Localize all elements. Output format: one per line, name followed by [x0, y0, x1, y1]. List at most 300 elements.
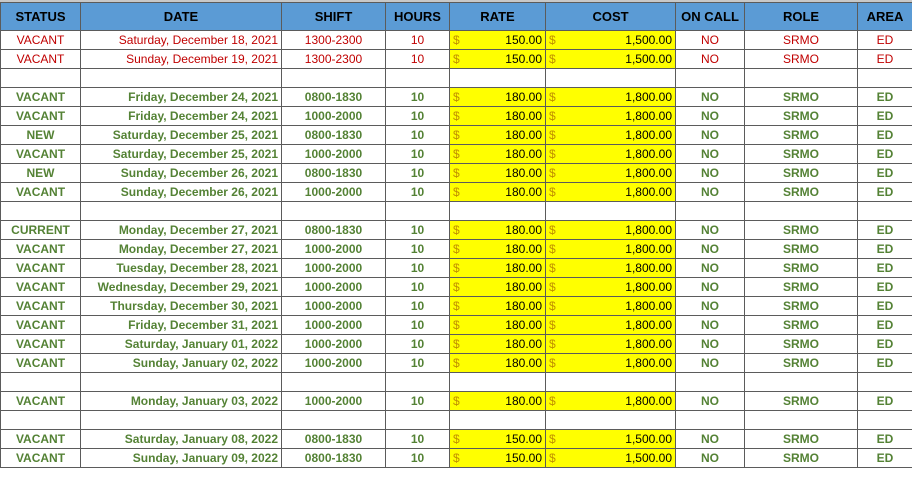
shift-cell[interactable]: 1000-2000	[282, 259, 386, 278]
currency-symbol: $	[453, 241, 460, 256]
status-cell[interactable]: VACANT	[1, 316, 81, 335]
shift-cell[interactable]: 1000-2000	[282, 354, 386, 373]
table-row	[1, 31, 912, 50]
spacer-row	[1, 373, 912, 392]
empty-cell[interactable]	[282, 411, 386, 430]
on-call-cell[interactable]: NO	[676, 88, 745, 107]
rate-cell[interactable]	[450, 259, 546, 278]
on-call-cell[interactable]: NO	[676, 164, 745, 183]
role-cell[interactable]: SRMO	[745, 278, 858, 297]
table-row	[1, 278, 912, 297]
status-cell[interactable]: VACANT	[1, 183, 81, 202]
empty-cell[interactable]	[858, 373, 912, 392]
currency-symbol: $	[453, 108, 460, 123]
date-cell[interactable]: Wednesday, December 29, 2021	[81, 278, 282, 297]
area-cell[interactable]: ED	[858, 31, 912, 50]
status-cell[interactable]: VACANT	[1, 88, 81, 107]
table-row	[1, 430, 912, 449]
table-body	[1, 31, 912, 468]
header-date[interactable]: DATE	[81, 3, 282, 31]
hours-cell[interactable]: 10	[386, 145, 450, 164]
rate-cell[interactable]	[450, 88, 546, 107]
rate-cell[interactable]	[450, 335, 546, 354]
rate-amount: 150.00	[505, 431, 542, 446]
currency-symbol: $	[453, 450, 460, 465]
empty-cell[interactable]	[546, 373, 676, 392]
rate-cell[interactable]	[450, 50, 546, 69]
role-cell[interactable]: SRMO	[745, 145, 858, 164]
date-cell[interactable]: Friday, December 24, 2021	[81, 107, 282, 126]
rate-amount: 150.00	[505, 32, 542, 47]
on-call-cell[interactable]: NO	[676, 126, 745, 145]
rate-cell[interactable]	[450, 221, 546, 240]
shift-cell[interactable]: 1000-2000	[282, 335, 386, 354]
date-cell[interactable]: Sunday, December 26, 2021	[81, 164, 282, 183]
cost-cell[interactable]	[546, 392, 676, 411]
currency-symbol: $	[453, 32, 460, 47]
table-row	[1, 316, 912, 335]
cost-cell[interactable]	[546, 145, 676, 164]
cost-amount: 1,800.00	[625, 317, 672, 332]
role-cell[interactable]: SRMO	[745, 430, 858, 449]
table-row	[1, 107, 912, 126]
hours-cell[interactable]: 10	[386, 392, 450, 411]
status-cell[interactable]: VACANT	[1, 449, 81, 468]
on-call-cell[interactable]: NO	[676, 430, 745, 449]
currency-symbol: $	[453, 89, 460, 104]
currency-symbol: $	[453, 146, 460, 161]
cost-cell[interactable]	[546, 449, 676, 468]
empty-cell[interactable]	[745, 202, 858, 221]
area-cell[interactable]: ED	[858, 183, 912, 202]
shift-cell[interactable]: 1000-2000	[282, 183, 386, 202]
shift-cell[interactable]: 0800-1830	[282, 430, 386, 449]
shift-cell[interactable]: 1000-2000	[282, 107, 386, 126]
currency-symbol: $	[453, 279, 460, 294]
date-cell[interactable]: Saturday, January 08, 2022	[81, 430, 282, 449]
rate-amount: 180.00	[505, 393, 542, 408]
date-cell[interactable]: Sunday, January 09, 2022	[81, 449, 282, 468]
empty-cell[interactable]	[386, 202, 450, 221]
rate-cell[interactable]	[450, 297, 546, 316]
currency-symbol: $	[549, 51, 556, 66]
empty-cell[interactable]	[450, 411, 546, 430]
hours-cell[interactable]: 10	[386, 259, 450, 278]
currency-symbol: $	[453, 298, 460, 313]
hours-cell[interactable]: 10	[386, 354, 450, 373]
role-cell[interactable]: SRMO	[745, 183, 858, 202]
status-cell[interactable]: NEW	[1, 164, 81, 183]
header-shift[interactable]: SHIFT	[282, 3, 386, 31]
cost-amount: 1,800.00	[625, 165, 672, 180]
hours-cell[interactable]: 10	[386, 316, 450, 335]
status-cell[interactable]: VACANT	[1, 392, 81, 411]
status-cell[interactable]: NEW	[1, 126, 81, 145]
role-cell[interactable]: SRMO	[745, 164, 858, 183]
on-call-cell[interactable]: NO	[676, 221, 745, 240]
empty-cell[interactable]	[386, 69, 450, 88]
hours-cell[interactable]: 10	[386, 183, 450, 202]
currency-symbol: $	[549, 146, 556, 161]
rate-amount: 180.00	[505, 165, 542, 180]
empty-cell[interactable]	[450, 373, 546, 392]
hours-cell[interactable]: 10	[386, 335, 450, 354]
rate-cell[interactable]	[450, 126, 546, 145]
empty-cell[interactable]	[858, 411, 912, 430]
date-cell[interactable]: Thursday, December 30, 2021	[81, 297, 282, 316]
table-row	[1, 259, 912, 278]
on-call-cell[interactable]: NO	[676, 316, 745, 335]
status-cell[interactable]: VACANT	[1, 31, 81, 50]
rate-amount: 150.00	[505, 450, 542, 465]
status-cell[interactable]: VACANT	[1, 240, 81, 259]
empty-cell[interactable]	[1, 411, 81, 430]
currency-symbol: $	[549, 317, 556, 332]
on-call-cell[interactable]: NO	[676, 107, 745, 126]
on-call-cell[interactable]: NO	[676, 240, 745, 259]
cost-amount: 1,500.00	[625, 450, 672, 465]
cost-cell[interactable]	[546, 183, 676, 202]
rate-amount: 180.00	[505, 355, 542, 370]
header-cost[interactable]: COST	[546, 3, 676, 31]
header-on-call[interactable]: ON CALL	[676, 3, 745, 31]
rate-cell[interactable]	[450, 354, 546, 373]
role-cell[interactable]: SRMO	[745, 126, 858, 145]
status-cell[interactable]: VACANT	[1, 145, 81, 164]
date-cell[interactable]: Saturday, December 25, 2021	[81, 145, 282, 164]
area-cell[interactable]: ED	[858, 107, 912, 126]
currency-symbol: $	[453, 431, 460, 446]
cost-amount: 1,800.00	[625, 108, 672, 123]
header-status[interactable]: STATUS	[1, 3, 81, 31]
cost-cell[interactable]	[546, 297, 676, 316]
cost-amount: 1,500.00	[625, 32, 672, 47]
cost-amount: 1,800.00	[625, 298, 672, 313]
area-cell[interactable]: ED	[858, 50, 912, 69]
hours-cell[interactable]: 10	[386, 278, 450, 297]
role-cell[interactable]: SRMO	[745, 316, 858, 335]
table-row	[1, 145, 912, 164]
rate-cell[interactable]	[450, 316, 546, 335]
shift-cell[interactable]: 1000-2000	[282, 316, 386, 335]
empty-cell[interactable]	[450, 69, 546, 88]
on-call-cell[interactable]: NO	[676, 183, 745, 202]
role-cell[interactable]: SRMO	[745, 240, 858, 259]
date-cell[interactable]: Saturday, December 18, 2021	[81, 31, 282, 50]
table-row	[1, 240, 912, 259]
cost-amount: 1,800.00	[625, 146, 672, 161]
currency-symbol: $	[453, 51, 460, 66]
role-cell[interactable]: SRMO	[745, 392, 858, 411]
spacer-row	[1, 69, 912, 88]
empty-cell[interactable]	[858, 202, 912, 221]
status-cell[interactable]: VACANT	[1, 278, 81, 297]
area-cell[interactable]: ED	[858, 297, 912, 316]
currency-symbol: $	[453, 184, 460, 199]
rate-amount: 180.00	[505, 317, 542, 332]
empty-cell[interactable]	[386, 411, 450, 430]
currency-symbol: $	[549, 298, 556, 313]
currency-symbol: $	[453, 165, 460, 180]
rate-cell[interactable]	[450, 278, 546, 297]
rate-amount: 180.00	[505, 222, 542, 237]
area-cell[interactable]: ED	[858, 88, 912, 107]
currency-symbol: $	[453, 127, 460, 142]
rate-amount: 150.00	[505, 51, 542, 66]
cost-cell[interactable]	[546, 240, 676, 259]
rate-cell[interactable]	[450, 430, 546, 449]
table-row	[1, 297, 912, 316]
status-cell[interactable]: VACANT	[1, 50, 81, 69]
currency-symbol: $	[549, 431, 556, 446]
shift-cell[interactable]: 1000-2000	[282, 392, 386, 411]
empty-cell[interactable]	[676, 373, 745, 392]
spacer-row	[1, 202, 912, 221]
on-call-cell[interactable]: NO	[676, 449, 745, 468]
cost-cell[interactable]	[546, 31, 676, 50]
date-cell[interactable]: Sunday, December 26, 2021	[81, 183, 282, 202]
rate-amount: 180.00	[505, 146, 542, 161]
on-call-cell[interactable]: NO	[676, 50, 745, 69]
area-cell[interactable]: ED	[858, 221, 912, 240]
date-cell[interactable]: Monday, January 03, 2022	[81, 392, 282, 411]
empty-cell[interactable]	[546, 202, 676, 221]
empty-cell[interactable]	[81, 202, 282, 221]
currency-symbol: $	[453, 260, 460, 275]
role-cell[interactable]: SRMO	[745, 297, 858, 316]
header-rate[interactable]: RATE	[450, 3, 546, 31]
empty-cell[interactable]	[1, 202, 81, 221]
cost-amount: 1,800.00	[625, 241, 672, 256]
currency-symbol: $	[549, 165, 556, 180]
empty-cell[interactable]	[282, 69, 386, 88]
cost-amount: 1,800.00	[625, 279, 672, 294]
area-cell[interactable]: ED	[858, 335, 912, 354]
status-cell[interactable]: VACANT	[1, 107, 81, 126]
on-call-cell[interactable]: NO	[676, 145, 745, 164]
hours-cell[interactable]: 10	[386, 107, 450, 126]
date-cell[interactable]: Sunday, December 19, 2021	[81, 50, 282, 69]
role-cell[interactable]: SRMO	[745, 50, 858, 69]
cost-cell[interactable]	[546, 354, 676, 373]
currency-symbol: $	[549, 241, 556, 256]
cost-cell[interactable]	[546, 430, 676, 449]
area-cell[interactable]: ED	[858, 278, 912, 297]
rate-amount: 180.00	[505, 260, 542, 275]
hours-cell[interactable]: 10	[386, 50, 450, 69]
currency-symbol: $	[549, 222, 556, 237]
currency-symbol: $	[453, 222, 460, 237]
status-cell[interactable]: VACANT	[1, 297, 81, 316]
shift-cell[interactable]: 1000-2000	[282, 145, 386, 164]
on-call-cell[interactable]: NO	[676, 354, 745, 373]
on-call-cell[interactable]: NO	[676, 392, 745, 411]
rate-cell[interactable]	[450, 107, 546, 126]
table-row	[1, 164, 912, 183]
rate-amount: 180.00	[505, 298, 542, 313]
area-cell[interactable]: ED	[858, 259, 912, 278]
cost-cell[interactable]	[546, 259, 676, 278]
table-row	[1, 335, 912, 354]
on-call-cell[interactable]: NO	[676, 335, 745, 354]
currency-symbol: $	[549, 32, 556, 47]
empty-cell[interactable]	[745, 411, 858, 430]
status-cell[interactable]: VACANT	[1, 430, 81, 449]
shift-cell[interactable]: 0800-1830	[282, 221, 386, 240]
hours-cell[interactable]: 10	[386, 31, 450, 50]
cost-amount: 1,800.00	[625, 184, 672, 199]
shift-cell[interactable]: 1000-2000	[282, 297, 386, 316]
currency-symbol: $	[453, 355, 460, 370]
area-cell[interactable]: ED	[858, 145, 912, 164]
area-cell[interactable]: ED	[858, 164, 912, 183]
area-cell[interactable]: ED	[858, 126, 912, 145]
empty-cell[interactable]	[81, 411, 282, 430]
cost-cell[interactable]	[546, 278, 676, 297]
empty-cell[interactable]	[745, 69, 858, 88]
rate-cell[interactable]	[450, 164, 546, 183]
hours-cell[interactable]: 10	[386, 449, 450, 468]
empty-cell[interactable]	[81, 69, 282, 88]
cost-amount: 1,800.00	[625, 355, 672, 370]
empty-cell[interactable]	[282, 202, 386, 221]
empty-cell[interactable]	[546, 411, 676, 430]
hours-cell[interactable]: 10	[386, 430, 450, 449]
rate-cell[interactable]	[450, 145, 546, 164]
header-role[interactable]: ROLE	[745, 3, 858, 31]
rate-amount: 180.00	[505, 127, 542, 142]
date-cell[interactable]: Saturday, December 25, 2021	[81, 126, 282, 145]
cost-amount: 1,800.00	[625, 89, 672, 104]
empty-cell[interactable]	[858, 69, 912, 88]
currency-symbol: $	[549, 355, 556, 370]
currency-symbol: $	[549, 279, 556, 294]
empty-cell[interactable]	[386, 373, 450, 392]
empty-cell[interactable]	[450, 202, 546, 221]
date-cell[interactable]: Monday, December 27, 2021	[81, 221, 282, 240]
table-row	[1, 354, 912, 373]
roster-table	[0, 2, 912, 468]
rate-cell[interactable]	[450, 31, 546, 50]
area-cell[interactable]: ED	[858, 240, 912, 259]
status-cell[interactable]: CURRENT	[1, 221, 81, 240]
empty-cell[interactable]	[1, 69, 81, 88]
role-cell[interactable]: SRMO	[745, 449, 858, 468]
currency-symbol: $	[549, 336, 556, 351]
cost-cell[interactable]	[546, 88, 676, 107]
hours-cell[interactable]: 10	[386, 240, 450, 259]
role-cell[interactable]: SRMO	[745, 88, 858, 107]
rate-cell[interactable]	[450, 392, 546, 411]
area-cell[interactable]: ED	[858, 449, 912, 468]
role-cell[interactable]: SRMO	[745, 221, 858, 240]
role-cell[interactable]: SRMO	[745, 107, 858, 126]
hours-cell[interactable]: 10	[386, 221, 450, 240]
hours-cell[interactable]: 10	[386, 126, 450, 145]
cost-amount: 1,800.00	[625, 336, 672, 351]
empty-cell[interactable]	[81, 373, 282, 392]
date-cell[interactable]: Sunday, January 02, 2022	[81, 354, 282, 373]
area-cell[interactable]: ED	[858, 392, 912, 411]
hours-cell[interactable]: 10	[386, 88, 450, 107]
currency-symbol: $	[549, 393, 556, 408]
table-row	[1, 449, 912, 468]
empty-cell[interactable]	[546, 69, 676, 88]
cost-cell[interactable]	[546, 107, 676, 126]
on-call-cell[interactable]: NO	[676, 278, 745, 297]
cost-amount: 1,500.00	[625, 51, 672, 66]
rate-cell[interactable]	[450, 183, 546, 202]
date-cell[interactable]: Saturday, January 01, 2022	[81, 335, 282, 354]
shift-cell[interactable]: 0800-1830	[282, 126, 386, 145]
rate-amount: 180.00	[505, 108, 542, 123]
shift-cell[interactable]: 0800-1830	[282, 88, 386, 107]
role-cell[interactable]: SRMO	[745, 31, 858, 50]
role-cell[interactable]: SRMO	[745, 259, 858, 278]
area-cell[interactable]: ED	[858, 354, 912, 373]
currency-symbol: $	[549, 184, 556, 199]
rate-cell[interactable]	[450, 449, 546, 468]
on-call-cell[interactable]: NO	[676, 259, 745, 278]
on-call-cell[interactable]: NO	[676, 31, 745, 50]
date-cell[interactable]: Friday, December 31, 2021	[81, 316, 282, 335]
shift-cell[interactable]: 1300-2300	[282, 50, 386, 69]
cost-cell[interactable]	[546, 126, 676, 145]
cost-cell[interactable]	[546, 50, 676, 69]
rate-amount: 180.00	[505, 279, 542, 294]
shift-cell[interactable]: 1000-2000	[282, 240, 386, 259]
date-cell[interactable]: Friday, December 24, 2021	[81, 88, 282, 107]
cost-amount: 1,800.00	[625, 260, 672, 275]
header-hours[interactable]: HOURS	[386, 3, 450, 31]
cost-cell[interactable]	[546, 335, 676, 354]
header-area[interactable]: AREA	[858, 3, 912, 31]
area-cell[interactable]: ED	[858, 430, 912, 449]
on-call-cell[interactable]: NO	[676, 297, 745, 316]
empty-cell[interactable]	[676, 69, 745, 88]
shift-cell[interactable]: 1300-2300	[282, 31, 386, 50]
currency-symbol: $	[549, 89, 556, 104]
rate-amount: 180.00	[505, 89, 542, 104]
empty-cell[interactable]	[676, 202, 745, 221]
cost-cell[interactable]	[546, 221, 676, 240]
status-cell[interactable]: VACANT	[1, 354, 81, 373]
currency-symbol: $	[453, 317, 460, 332]
status-cell[interactable]: VACANT	[1, 335, 81, 354]
shift-cell[interactable]: 1000-2000	[282, 278, 386, 297]
empty-cell[interactable]	[745, 373, 858, 392]
shift-cell[interactable]: 0800-1830	[282, 164, 386, 183]
rate-cell[interactable]	[450, 240, 546, 259]
shift-cell[interactable]: 0800-1830	[282, 449, 386, 468]
empty-cell[interactable]	[282, 373, 386, 392]
currency-symbol: $	[549, 127, 556, 142]
cost-cell[interactable]	[546, 164, 676, 183]
date-cell[interactable]: Tuesday, December 28, 2021	[81, 259, 282, 278]
hours-cell[interactable]: 10	[386, 297, 450, 316]
date-cell[interactable]: Monday, December 27, 2021	[81, 240, 282, 259]
cost-cell[interactable]	[546, 316, 676, 335]
status-cell[interactable]: VACANT	[1, 259, 81, 278]
role-cell[interactable]: SRMO	[745, 335, 858, 354]
empty-cell[interactable]	[1, 373, 81, 392]
role-cell[interactable]: SRMO	[745, 354, 858, 373]
cost-amount: 1,500.00	[625, 431, 672, 446]
hours-cell[interactable]: 10	[386, 164, 450, 183]
area-cell[interactable]: ED	[858, 316, 912, 335]
empty-cell[interactable]	[676, 411, 745, 430]
currency-symbol: $	[453, 393, 460, 408]
